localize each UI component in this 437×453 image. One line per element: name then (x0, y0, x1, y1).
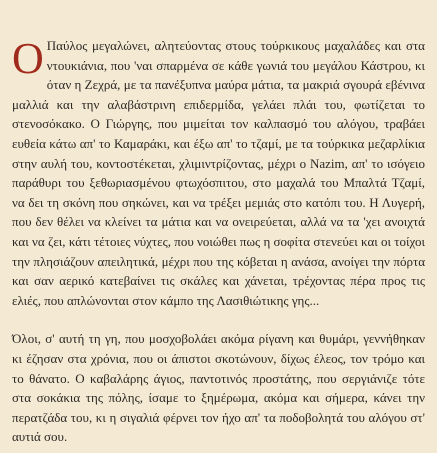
drop-cap: Ο (12, 34, 44, 83)
paragraph-2: Όλοι, σ' αυτή τη γη, που μοσχοβολάει ακόμα ρίγανη και θυμάρι, γεννήθηκαν κι έζησαν στα χρόνια, που οι άπιστοι σκοτώνουν, δίχως έλεος, τον τρόμο και το θάνατο. Ο καβαλάρης άγιος, παντοτινός προστάτης, που σεργιάνιζε τότε στα σοκάκια της πόλης, ίσαμε το ξημέρωμα, ακόμα και σήμερα, κάνει την περατζάδα του, κι η σιγαλιά φέρνει τον ήχο απ' τα ποδοβολητά του αλόγου στ' αυτιά σου. (12, 331, 425, 445)
paragraph-1 (12, 36, 425, 310)
paragraph-1-text: Παύλος μεγαλώνει, αλητεύοντας στους τούρκικους μαχαλάδες και στα ντουκιάνια, που 'ναι σπαρμένα σε κάθε γωνιά του μεγάλου Κάστρου, κι όταν η Ζεχρά, με τα πανέξυπνα μαύρα μάτια, τα μακριά σγουρά εβένινα μαλλιά και την αλαβάστρινη επιδερμίδα, γελάει πλάι του, φωτίζεται το στενοσόκακο. Ο Γιώργης, που μιμείται τον καλπασμό του αλόγου, τραβάει ευθεία κάτω απ' το Καμαράκι, και έξω απ' το τζαμί, με τα τούρκικα μεζαρλίκια στην αυλή του, κοντοστέκεται, χλιμιντρίζοντας, μέχρι ο Nazim, απ' το ισόγειο παράθυρι του ξεθωριασμένου φτωχόσπιτου, στο μαχαλά του Μπαλτά Τζαμί, να δει τη σκόνη που σηκώνει, και να τρέξει μεμιάς στο κατόπι του. Η Λυγερή, που δεν θέλει να κλείνει τα μάτια και να ονειρεύεται, αλλά να τα 'χει ανοιχτά και να ζει, κάτι τέτοιες νύχτες, που νοιώθει πως η σοφίτα στενεύει και οι τοίχοι την πλησιάζουν απειλητικά, μέχρι που της κόβεται η ανάσα, ανοίγει την πόρτα και σαν αερικό κατεβαίνει τις σκάλες και χάνεται, τρέχοντας πέρα προς τις ελιές, που απλώνονται στον κάμπο της Λασιθιώτικης γης... (12, 38, 425, 308)
